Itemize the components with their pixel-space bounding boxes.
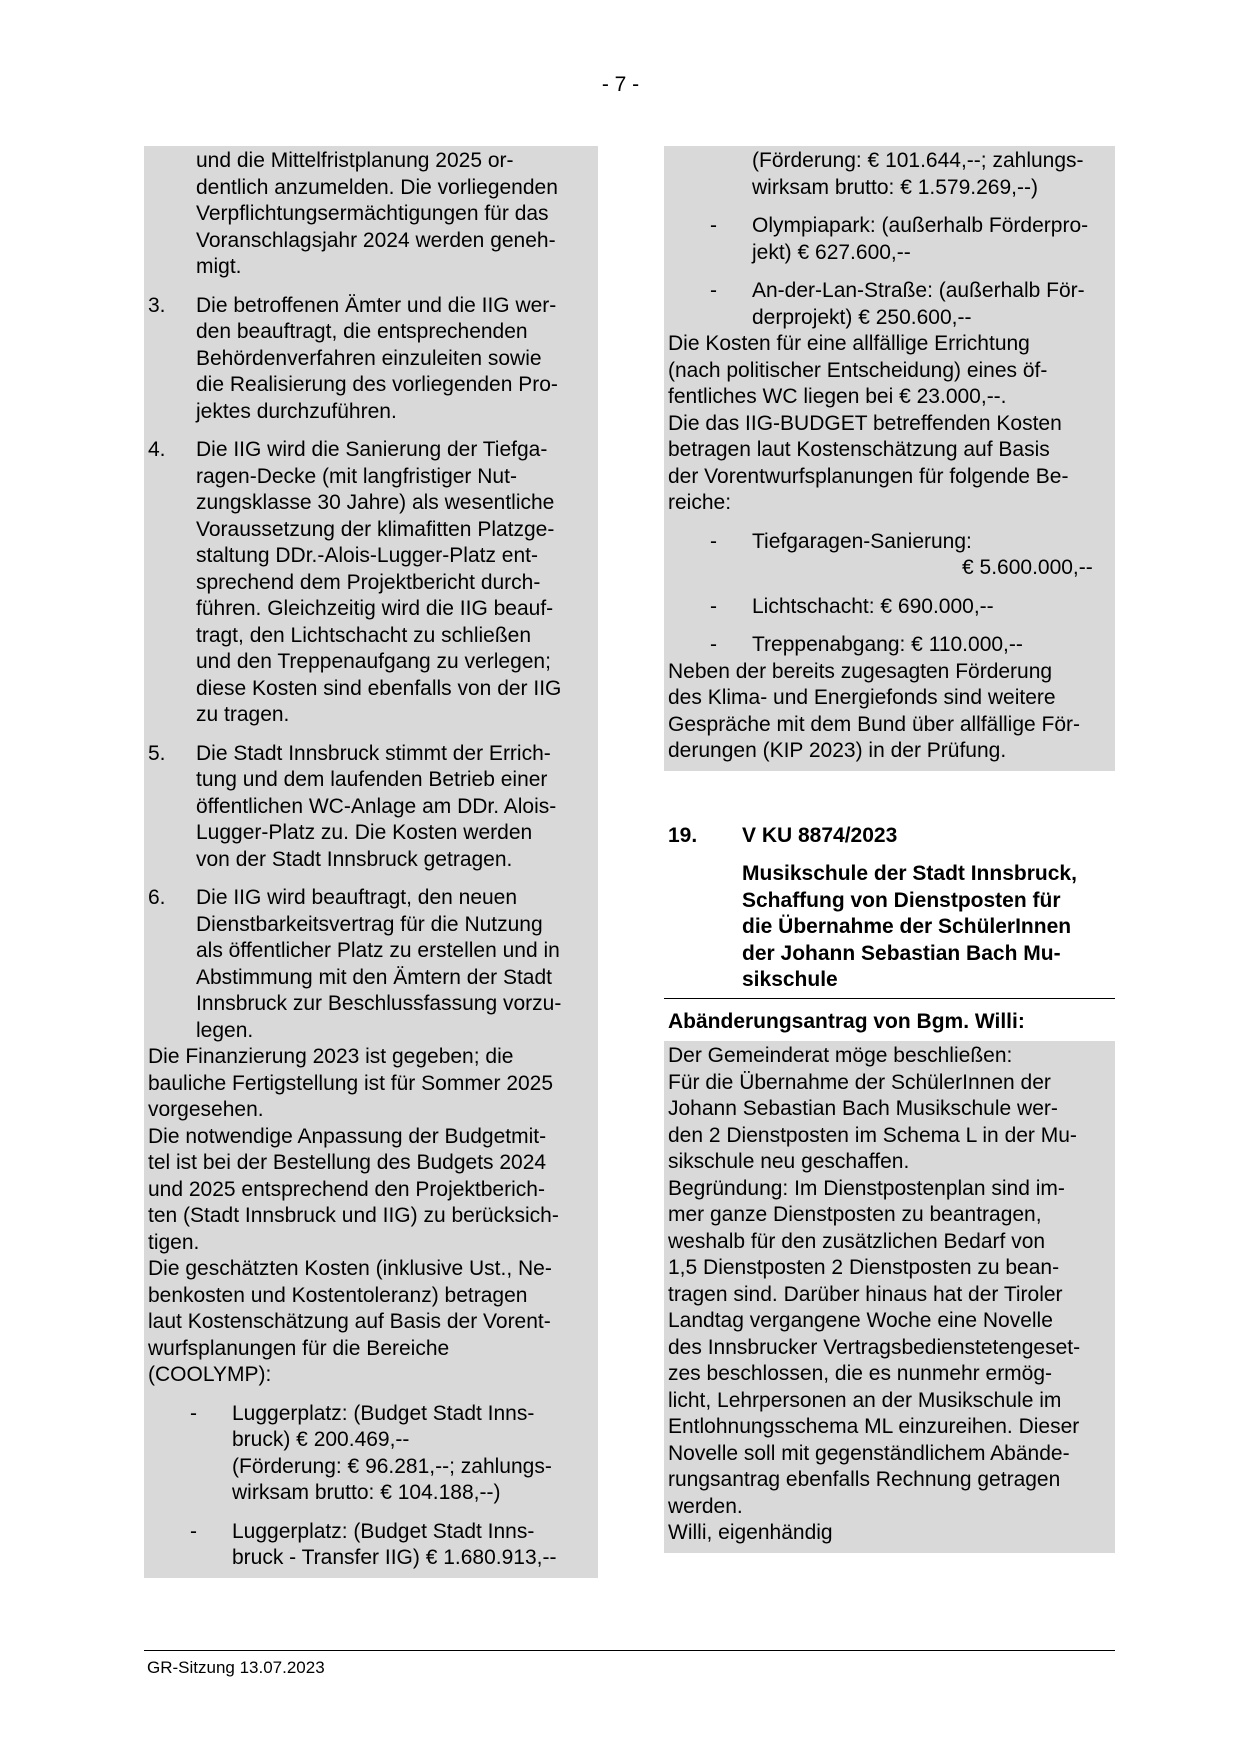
text-line: Die das IIG-BUDGET betreffenden Kosten [668, 411, 1062, 435]
wc-cost-paragraph [668, 331, 1111, 411]
text-line: ten (Stadt Innsbruck und IIG) zu berücksich- [148, 1204, 559, 1227]
list-item-number: 3. [148, 293, 166, 317]
cost-item-continuation [668, 148, 1111, 201]
agenda-item-number: 19. [668, 823, 698, 847]
text-line: Treppenabgang: € 110.000,-- [752, 633, 1023, 656]
list-item-number: 5. [148, 741, 166, 765]
budget-adjustment-paragraph [148, 1124, 594, 1257]
text-line: Die Kosten für eine allfällige Errichtung [668, 332, 1030, 355]
text-line: Gespräche mit dem Bund über allfällige För- [668, 712, 1081, 736]
left-column [144, 146, 598, 1578]
cost-item-text [752, 632, 1111, 659]
dash-bullet: - [190, 1401, 197, 1425]
text-line: mer ganze Dienstposten zu beantragen, [668, 1203, 1042, 1226]
list-item-4 [148, 437, 594, 729]
list-item-5 [148, 741, 594, 874]
text-line: Novelle soll mit gegenständlichem Abände- [668, 1441, 1070, 1465]
text-line: des Innsbrucker Vertragsbedienstetengeset- [668, 1335, 1081, 1359]
text-line: benkosten und Kostentoleranz) betragen [148, 1283, 528, 1307]
text-line: Voranschlagsjahr 2024 werden geneh- [196, 228, 556, 252]
text-line: die Realisierung des vorliegenden Pro- [196, 373, 558, 396]
text-line: Musikschule der Stadt Innsbruck, [742, 862, 1077, 885]
text-line: bauliche Fertigstellung ist für Sommer 2025 [148, 1071, 554, 1095]
amendment-motion [668, 1070, 1111, 1176]
text-line: migt. [196, 255, 242, 278]
agenda-item-title [664, 861, 1115, 999]
text-line: Innsbruck zur Beschlussfassung vorzu- [196, 992, 562, 1015]
motion-text-left [144, 146, 598, 1578]
text-line: Entlohnungsschema ML einzureihen. Dieser [668, 1415, 1080, 1438]
text-line: Schaffung von Dienstposten für [742, 888, 1061, 912]
text-line: Olympiapark: (außerhalb Förderpro- [752, 214, 1089, 237]
text-line: Luggerplatz: (Budget Stadt Inns- [232, 1401, 535, 1425]
amendment-intro [668, 1043, 1111, 1070]
cost-item-treppenabgang [668, 632, 1111, 659]
text-line: wurfsplanungen für die Bereiche [148, 1336, 450, 1360]
text-line: der Johann Sebastian Bach Mu- [742, 941, 1061, 965]
text-line: laut Kostenschätzung auf Basis der Vorent- [148, 1310, 551, 1333]
cost-item-luggerplatz-2 [148, 1519, 594, 1572]
page-number: - 7 - [601, 73, 640, 96]
amendment-signature [668, 1520, 1111, 1547]
funding-paragraph [668, 659, 1111, 765]
text-line: Die IIG wird beauftragt, den neuen [196, 886, 518, 909]
text-line: zungsklasse 30 Jahre) als wesentliche [196, 491, 555, 514]
amendment-heading: Abänderungsantrag von Bgm. Willi: [668, 1009, 1025, 1033]
list-item-text [196, 885, 594, 1044]
text-line: des Klima- und Energiefonds sind weitere [668, 686, 1056, 709]
text-line: den 2 Dienstposten im Schema L in der Mu- [668, 1123, 1077, 1147]
text-line: ragen-Decke (mit langfristiger Nut- [196, 464, 517, 488]
text-line: derungen (KIP 2023) in der Prüfung. [668, 739, 1007, 762]
text-line: sikschule neu geschaffen. [668, 1150, 910, 1173]
amendment-justification [668, 1176, 1111, 1521]
text-line: 1,5 Dienstposten 2 Dienstposten zu bean- [668, 1256, 1060, 1279]
text-line: tigen. [148, 1230, 200, 1254]
text-line: Die Finanzierung 2023 ist gegeben; die [148, 1045, 514, 1068]
text-line: (Förderung: € 96.281,--; zahlungs- [232, 1454, 552, 1478]
text-line: Lichtschacht: € 690.000,-- [752, 594, 994, 618]
text-line: dentlich anzumelden. Die vorliegenden [196, 175, 558, 199]
text-line: Johann Sebastian Bach Musikschule wer- [668, 1097, 1058, 1120]
dash-bullet: - [710, 633, 717, 656]
text-line: Behördenverfahren einzuleiten sowie [196, 346, 542, 370]
text-line: Begründung: Im Dienstpostenplan sind im- [668, 1176, 1065, 1200]
footer-session-date: GR-Sitzung 13.07.2023 [147, 1658, 325, 1677]
text-line: Dienstbarkeitsvertrag für die Nutzung [196, 912, 543, 936]
text-line: bruck - Transfer IIG) € 1.680.913,-- [232, 1546, 557, 1569]
cost-item-amount: € 5.600.000,-- [962, 556, 1093, 579]
text-line: vorgesehen. [148, 1098, 264, 1121]
dash-bullet: - [710, 594, 717, 618]
item-2-continuation [148, 148, 594, 281]
text-line: sprechend dem Projektbericht durch- [196, 570, 541, 594]
cost-item-olympiapark [668, 213, 1111, 266]
text-line: wirksam brutto: € 104.188,--) [232, 1481, 501, 1504]
text-line: Neben der bereits zugesagten Förderung [668, 659, 1053, 683]
cost-item-text [752, 594, 1111, 621]
text-line: Landtag vergangene Woche eine Novelle [668, 1309, 1053, 1332]
text-line: zes beschlossen, die es nunmehr ermög- [668, 1362, 1053, 1385]
cost-item-text [232, 1401, 594, 1507]
agenda-item-19 [664, 823, 1115, 999]
motion-text-right [664, 146, 1115, 771]
text-line: fentliches WC liegen bei € 23.000,--. [668, 385, 1007, 408]
text-line: Die geschätzten Kosten (inklusive Ust., Ne- [148, 1257, 552, 1280]
cost-item-label: Tiefgaragen-Sanierung: [752, 529, 972, 553]
text-line: führen. Gleichzeitig wird die IIG beauf- [196, 597, 554, 620]
cost-item-lichtschacht [668, 594, 1111, 621]
text-line: Der Gemeinderat möge beschließen: [668, 1044, 1013, 1067]
text-line: und 2025 entsprechend den Projektberich- [148, 1177, 545, 1201]
cost-item-body [752, 529, 1111, 582]
cost-item-text [232, 1519, 594, 1572]
text-line: An-der-Lan-Straße: (außerhalb För- [752, 279, 1085, 302]
text-line: diese Kosten sind ebenfalls von der IIG [196, 676, 562, 700]
text-line: Die IIG wird die Sanierung der Tiefga- [196, 438, 548, 461]
financing-paragraph [148, 1044, 594, 1124]
text-line: weshalb für den zusätzlichen Bedarf von [668, 1229, 1046, 1253]
list-item-6 [148, 885, 594, 1044]
cost-item-an-der-lan-strasse [668, 278, 1111, 331]
text-line: (Förderung: € 101.644,--; zahlungs- [752, 149, 1084, 172]
text-line: die Übernahme der SchülerInnen [742, 915, 1072, 938]
amendment-text [664, 1041, 1115, 1553]
text-line: bruck) € 200.469,-- [232, 1428, 410, 1451]
text-line: Für die Übernahme der SchülerInnen der [668, 1070, 1051, 1094]
text-line: sikschule [742, 968, 838, 991]
text-line: derprojekt) € 250.600,-- [752, 305, 972, 329]
text-line: den beauftragt, die entsprechenden [196, 320, 528, 343]
cost-item-luggerplatz-1 [148, 1401, 594, 1507]
text-line: tragt, den Lichtschacht zu schließen [196, 623, 532, 647]
text-line: öffentlichen WC-Anlage am DDr. Alois- [196, 794, 557, 818]
list-item-3 [148, 293, 594, 426]
dash-bullet: - [710, 214, 717, 237]
text-line: legen. [196, 1018, 254, 1042]
text-line: Die betroffenen Ämter und die IIG wer- [196, 293, 557, 317]
right-column [664, 146, 1115, 1553]
text-line: tel ist bei der Bestellung des Budgets 2024 [148, 1151, 547, 1174]
text-line: als öffentlicher Platz zu erstellen und in [196, 939, 560, 962]
text-line: reiche: [668, 491, 732, 514]
cost-item-text [752, 213, 1111, 266]
text-line: Verpflichtungsermächtigungen für das [196, 202, 549, 225]
list-item-number: 4. [148, 438, 166, 461]
dash-bullet: - [710, 279, 717, 302]
text-line: tragen sind. Darüber hinaus hat der Tiroler [668, 1282, 1063, 1306]
cost-estimate-paragraph [148, 1256, 594, 1389]
list-item-text [196, 437, 594, 729]
text-line: Lugger-Platz zu. Die Kosten werden [196, 821, 533, 844]
text-line: staltung DDr.-Alois-Lugger-Platz ent- [196, 544, 538, 567]
agenda-item-code: V KU 8874/2023 [742, 823, 898, 847]
text-line: jekt) € 627.600,-- [752, 240, 911, 264]
text-line: Die Stadt Innsbruck stimmt der Errich- [196, 741, 551, 765]
text-line: Willi, eigenhändig [668, 1521, 833, 1544]
text-line: Luggerplatz: (Budget Stadt Inns- [232, 1519, 535, 1543]
dash-bullet: - [710, 529, 717, 553]
list-item-number: 6. [148, 886, 166, 909]
text-line: zu tragen. [196, 703, 290, 726]
text-line: wirksam brutto: € 1.579.269,--) [752, 175, 1038, 199]
text-line: und die Mittelfristplanung 2025 or- [196, 149, 514, 172]
text-line: licht, Lehrpersonen an der Musikschule im [668, 1388, 1062, 1412]
text-line: und den Treppenaufgang zu verlegen; [196, 650, 551, 673]
text-line: (nach politischer Entscheidung) eines öf- [668, 358, 1048, 382]
text-line: werden. [668, 1494, 743, 1518]
footer-divider [144, 1650, 1115, 1651]
dash-bullet: - [190, 1519, 197, 1543]
cost-item-text [752, 278, 1111, 331]
iig-budget-paragraph [668, 411, 1111, 517]
list-item-text [196, 741, 594, 874]
text-line: Die notwendige Anpassung der Budgetmit- [148, 1124, 547, 1148]
text-line: Voraussetzung der klimafitten Platzge- [196, 517, 555, 541]
text-line: (COOLYMP): [148, 1363, 272, 1386]
text-line: betragen laut Kostenschätzung auf Basis [668, 438, 1050, 461]
text-line: jektes durchzuführen. [196, 399, 397, 423]
text-line: tung und dem laufenden Betrieb einer [196, 768, 548, 791]
text-line: von der Stadt Innsbruck getragen. [196, 847, 513, 871]
list-item-text [196, 293, 594, 426]
text-line: Abstimmung mit den Ämtern der Stadt [196, 965, 552, 989]
cost-item-tiefgaragen-sanierung [668, 529, 1111, 582]
text-line: rungsantrag ebenfalls Rechnung getragen [668, 1468, 1061, 1491]
agenda-item-header [664, 823, 1115, 850]
text-line: der Vorentwurfsplanungen für folgende Be- [668, 464, 1069, 488]
